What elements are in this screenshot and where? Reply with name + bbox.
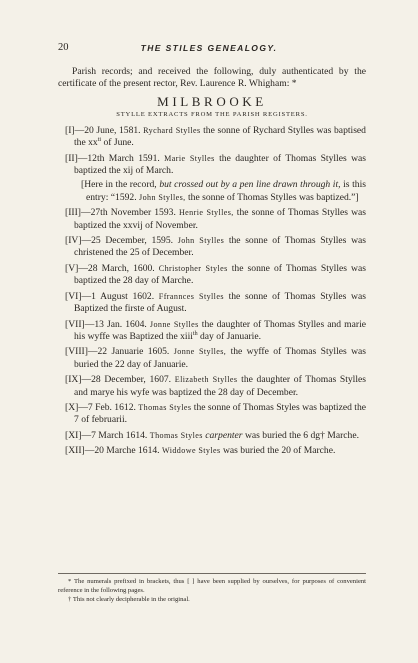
entry-name: Thomas Styles bbox=[149, 430, 203, 440]
entry-text: the sonne of Thomas Styles was baptized the 7 of februarii. bbox=[74, 401, 367, 426]
register-entry: [II]—12th March 1591. Marie Stylles the daughter of Thomas Stylles was baptized the xij of March. bbox=[65, 152, 366, 177]
entry-date: 7 March 1614. bbox=[91, 429, 148, 441]
entry-text: the wyffe of Thomas Stylles was buried the 22 day of Januarie. bbox=[74, 346, 366, 370]
entry-name: Henrie Stylles, bbox=[178, 208, 234, 218]
page-header bbox=[58, 42, 360, 56]
register-entry: [X]—7 Feb. 1612. Thomas Styles the sonne of Thomas Styles was baptized the 7 of februarii. bbox=[65, 401, 367, 426]
intro-paragraph: Parish records; and received the following, duly authenticated by the certificate of the present rector, Rev. Laurence R. Whigham: * bbox=[58, 66, 366, 90]
entry-text-tail: of June. bbox=[101, 137, 134, 149]
entry-name: Ffrannces Stylles bbox=[158, 291, 224, 301]
entry-date: 28 December, 1607. bbox=[91, 374, 172, 386]
entry-name: Christopher Styles bbox=[158, 263, 228, 273]
entry-number: [II] bbox=[65, 152, 78, 164]
entry-text: was buried the 6 dg† bbox=[244, 429, 325, 441]
entry-text-tail: day of Januarie. bbox=[197, 330, 261, 342]
entry-text: the daughter of Thomas Stylles and marie his wyffe was Baptized the xiii bbox=[74, 318, 366, 342]
note-italic: but crossed out by a pen line drawn through it, bbox=[159, 179, 341, 191]
register-entry: [XII]—20 Marche 1614. Widdowe Styles was buried the 20 of Marche. bbox=[65, 445, 336, 457]
note-text: [Here in the record, bbox=[81, 179, 160, 191]
entry-text: the sonne of Thomas Stylles was baptized the 28 day of Marche. bbox=[74, 262, 366, 287]
register-entry: [VIII]—22 Januarie 1605. Jonne Stylles, the wyffe of Thomas Stylles was buried the 22 day of Januarie. bbox=[65, 346, 366, 370]
register-entry: [III]—27th November 1593. Henrie Stylles, the sonne of Thomas Stylles was baptized the xxvij of November. bbox=[65, 207, 367, 231]
entry-number: [X] bbox=[65, 401, 79, 413]
entry-number: [I] bbox=[65, 124, 75, 136]
entry-name: Thomas Styles bbox=[138, 402, 192, 412]
entry-number: [IX] bbox=[65, 374, 82, 386]
footnote: † This not clearly decipherable in the original. bbox=[68, 596, 190, 603]
entry-date: 27th November 1593. bbox=[90, 207, 176, 219]
entry-number: [VIII] bbox=[65, 346, 88, 358]
entry-text: the sonne of Thomas Stylles was christened the 25 of December. bbox=[74, 235, 366, 259]
footnote-rule bbox=[58, 573, 366, 574]
note-name: John Stylles, bbox=[139, 192, 186, 202]
footnote: * The numerals prefixed in brackets, thus [ ] have been supplied by ourselves, for purposes of convenient reference in the following pages. bbox=[58, 578, 366, 594]
entry-text: the sonne of Rychard Stylles was baptised the xx bbox=[74, 124, 366, 149]
register-entry: [VI]—1 August 1602. Ffrannces Stylles the sonne of Thomas Stylles was Baptized the firste of August. bbox=[65, 290, 366, 315]
register-entry: [VII]—13 Jan. 1604. Jonne Stylles the daughter of Thomas Stylles and marie his wyffe was Baptized the xiii$^{th}$ day of Januarie. bbox=[65, 318, 366, 342]
register-entry: [I]—20 June, 1581. Rychard Stylles the sonne of Rychard Stylles was baptised the $xx^{ti}$ of June. bbox=[65, 124, 366, 149]
entry-occupation: carpenter bbox=[205, 429, 243, 441]
running-title: THE STILES GENEALOGY. bbox=[140, 43, 278, 53]
entry-date: 25 December, 1595. bbox=[91, 235, 174, 247]
entry-text: the daughter of Thomas Stylles and marye his wyfe was baptized the 28 day of December. bbox=[74, 374, 366, 398]
entry-date: 20 June, 1581. bbox=[84, 124, 141, 136]
entry-number: [XII] bbox=[65, 445, 85, 457]
register-entry: [V]—28 March, 1600. Christopher Styles the sonne of Thomas Stylles was baptized the 28 day of Marche. bbox=[65, 262, 366, 287]
footnotes bbox=[58, 577, 366, 604]
page-body bbox=[58, 66, 366, 461]
register-entry: [XI]—7 March 1614. Thomas Styles carpenter was buried the 6 dg† Marche. bbox=[65, 429, 359, 441]
register-entry: [IV]—25 December, 1595. John Stylles the sonne of Thomas Stylles was christened the 25 of December. bbox=[65, 235, 366, 259]
entry-date: 7 Feb. 1612. bbox=[87, 401, 136, 413]
entry-date: 20 Marche 1614. bbox=[94, 445, 160, 457]
entry-number: [XI] bbox=[65, 429, 82, 441]
register-entries bbox=[58, 125, 366, 458]
entry-name: Elizabeth Stylles bbox=[174, 375, 238, 385]
editor-note bbox=[58, 179, 366, 204]
entry-date: 12th March 1591. bbox=[87, 152, 160, 164]
entry-superscript: th bbox=[192, 330, 198, 337]
entry-number: [VI] bbox=[65, 290, 82, 302]
entry-name: John Stylles bbox=[177, 236, 225, 246]
entry-text: the daughter of Thomas Stylles was baptized the xij of March. bbox=[74, 152, 366, 177]
entry-name: Jonne Stylles, bbox=[173, 347, 227, 357]
entry-name: Marie Stylles bbox=[164, 153, 215, 163]
entry-text-tail: Marche. bbox=[324, 429, 359, 441]
note-text: is this entry: “1592. bbox=[86, 179, 366, 203]
entry-date: 13 Jan. 1604. bbox=[94, 318, 147, 330]
register-entry: [IX]—28 December, 1607. Elizabeth Stylles the daughter of Thomas Stylles and marye his wyfe was baptized the 28 day of December. bbox=[65, 374, 366, 398]
entry-superscript: ti bbox=[97, 137, 102, 144]
entry-name: Widdowe Styles bbox=[162, 446, 221, 456]
section-subheading: STYLLE EXTRACTS FROM THE PARISH REGISTERS. bbox=[116, 110, 308, 118]
entry-number: [VII] bbox=[65, 318, 85, 330]
place-heading: MILBROOKE bbox=[157, 93, 267, 109]
entry-text: was buried the 20 of Marche. bbox=[222, 445, 336, 457]
note-text: the sonne of Thomas Stylles was baptized.”] bbox=[185, 191, 359, 203]
entry-text: the sonne of Thomas Stylles was baptized the xxvij of November. bbox=[74, 207, 367, 231]
page-number: 20 bbox=[58, 42, 69, 53]
entry-name: Jonne Stylles bbox=[149, 319, 199, 329]
entry-date: 28 March, 1600. bbox=[87, 262, 155, 274]
entry-text: the sonne of Thomas Stylles was Baptized the firste of August. bbox=[74, 290, 366, 315]
entry-name: Rychard Stylles bbox=[143, 125, 201, 135]
entry-date: 22 Januarie 1605. bbox=[97, 346, 170, 358]
entry-number: [V] bbox=[65, 262, 79, 274]
entry-number: [IV] bbox=[65, 235, 82, 247]
entry-number: [III] bbox=[65, 207, 81, 219]
entry-date: 1 August 1602. bbox=[91, 290, 155, 302]
